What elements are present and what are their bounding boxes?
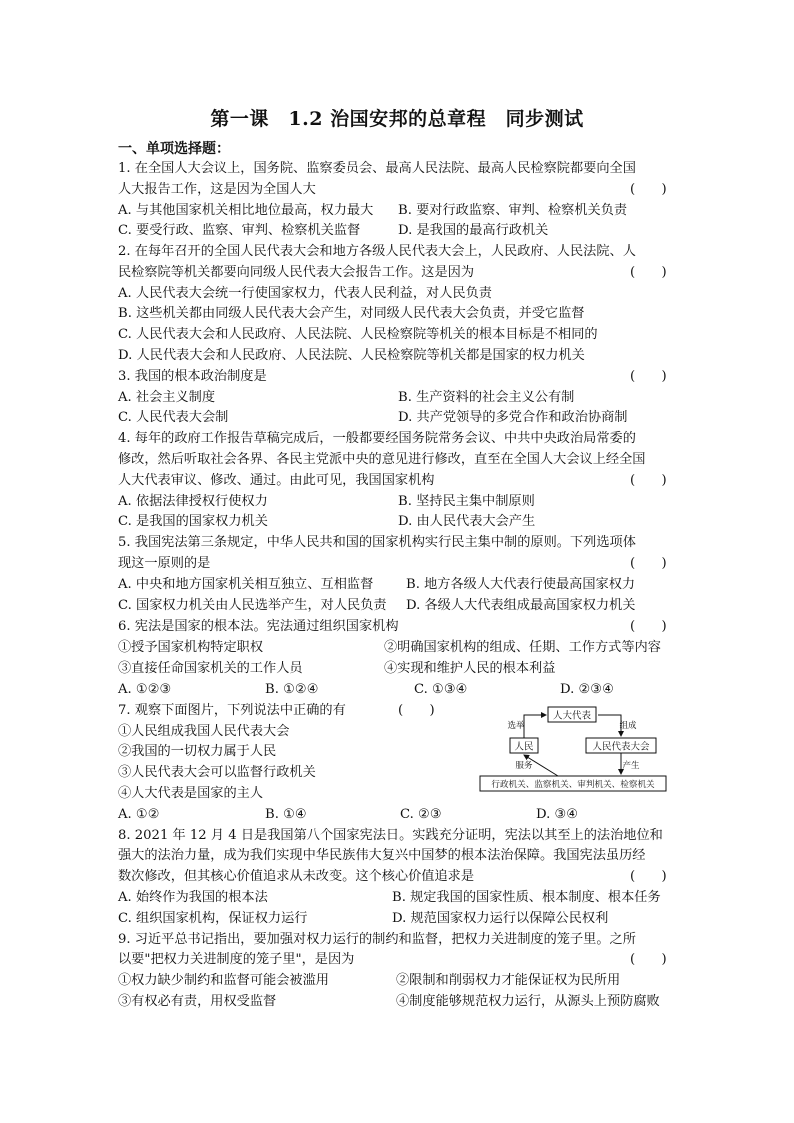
q8-stem-line2: 强大的法治力量，成为我们实现中华民族伟大复兴中国梦的根本法治保障。我国宪法虽历经 — [118, 848, 646, 863]
q1-option-b: B. 要对行政监察、审判、检察机关负责 — [398, 203, 628, 218]
q3-option-a: A. 社会主义制度 — [118, 390, 216, 405]
q7-option-a: A. ①② — [118, 807, 160, 822]
q1-answer-blank: ( ) — [630, 182, 667, 197]
q5-option-c: C. 国家权力机关由人民选举产生，对人民负责 — [118, 598, 387, 613]
q9-stem-line1: 9. 习近平总书记指出，要加强对权力运行的制约和监督，把权力关进制度的笼子里。之所 — [118, 932, 636, 947]
q4-option-b: B. 坚持民主集中制原则 — [398, 494, 535, 509]
q1-option-c: C. 要受行政、监察、审判、检察机关监督 — [118, 223, 361, 238]
q2-option-d: D. 人民代表大会和人民政府、人民法院、人民检察院等机关都是国家的权力机关 — [118, 348, 585, 363]
q6-stem-line1: 6. 宪法是国家的根本法。宪法通过组织国家机构 — [118, 619, 399, 634]
q8-stem-line3: 数次修改，但其核心价值追求从未改变。这个核心价值追求是 — [118, 869, 475, 884]
q8-option-d: D. 规范国家权力运行以保障公民权利 — [392, 911, 609, 926]
q4-stem-line2: 修改，然后听取社会各界、各民主党派中央的意见进行修改，直至在全国人大会议上经全国 — [118, 452, 646, 467]
q9-stem-line2: 以要"把权力关进制度的笼子里"，是因为 — [118, 952, 355, 967]
q7-item-3: ③人民代表大会可以监督行政机关 — [118, 765, 316, 780]
q3-stem-line1: 3. 我国的根本政治制度是 — [118, 369, 267, 384]
q8-stem-line1: 8. 2021 年 12 月 4 日是我国第八个国家宪法日。实践充分证明，宪法以其至上的法治地位和 — [118, 828, 663, 843]
q6-item-3: ③直接任命国家机关的工作人员 — [118, 661, 303, 676]
q9-item-2: ②限制和削弱权力才能保证权为民所用 — [396, 973, 621, 988]
q8-option-c: C. 组织国家机构，保证权力运行 — [118, 911, 308, 926]
q7-option-d: D. ③④ — [536, 807, 579, 822]
q7-item-2: ②我国的一切权力属于人民 — [118, 744, 277, 759]
q9-item-1: ①权力缺少制约和监督可能会被滥用 — [118, 973, 329, 988]
q3-option-b: B. 生产资料的社会主义公有制 — [398, 390, 575, 405]
q4-stem-line1: 4. 每年的政府工作报告草稿完成后，一般都要经国务院常务会议、中共中央政治局常委的 — [118, 431, 636, 446]
q7-stem-line1: 7. 观察下面图片，下列说法中正确的有 — [118, 703, 346, 718]
q6-item-1: ①授予国家机构特定职权 — [118, 640, 264, 655]
q6-option-d: D. ②③④ — [560, 682, 614, 697]
q7-answer-blank: ( ) — [398, 703, 435, 718]
q6-option-c: C. ①③④ — [414, 682, 468, 697]
q1-option-a: A. 与其他国家机关相比地位最高，权力最大 — [118, 203, 374, 218]
arrow-form — [598, 715, 621, 736]
q3-answer-blank: ( ) — [630, 369, 667, 384]
q8-answer-blank: ( ) — [630, 869, 667, 884]
q5-option-a: A. 中央和地方国家机关相互独立、互相监督 — [118, 577, 374, 592]
q7-item-4: ④人大代表是国家的主人 — [118, 786, 264, 801]
q5-stem-line1: 5. 我国宪法第三条规定，中华人民共和国的国家机构实行民主集中制的原则。下列选项体 — [118, 535, 636, 550]
q3-option-d: D. 共产党领导的多党合作和政治协商制 — [398, 410, 628, 425]
q1-option-d: D. 是我国的最高行政机关 — [398, 223, 549, 238]
diagram-text-people: 人民 — [514, 741, 534, 753]
q5-answer-blank: ( ) — [630, 556, 667, 571]
q2-stem-line1: 2. 在每年召开的全国人民代表大会和地方各级人民代表大会上，人民政府、人民法院、人 — [118, 244, 636, 259]
diagram-text-congress: 人民代表大会 — [592, 741, 650, 753]
arrow-elect — [524, 715, 546, 738]
q2-option-b: B. 这些机关都由同级人民代表大会产生，对同级人民代表大会负责，并受它监督 — [118, 306, 585, 321]
q2-option-c: C. 人民代表大会和人民政府、人民法院、人民检察院等机关的根本目标是不相同的 — [118, 327, 598, 342]
q7-option-b: B. ①④ — [265, 807, 307, 822]
q7-item-1: ①人民组成我国人民代表大会 — [118, 724, 290, 739]
q5-option-b: B. 地方各级人大代表行使最高国家权力 — [406, 577, 636, 592]
q1-stem-line1: 1. 在全国人大会议上，国务院、监察委员会、最高人民法院、最高人民检察院都要向全国 — [118, 161, 636, 176]
q3-option-c: C. 人民代表大会制 — [118, 410, 229, 425]
q2-answer-blank: ( ) — [630, 265, 667, 280]
q9-item-3: ③有权必有责，用权受监督 — [118, 994, 277, 1009]
q6-option-b: B. ①②④ — [265, 682, 319, 697]
q9-answer-blank: ( ) — [630, 952, 667, 967]
diagram-text-deputies: 人大代表 — [552, 710, 592, 722]
q4-option-c: C. 是我国的国家权力机关 — [118, 514, 268, 529]
section-heading: 一、单项选择题： — [118, 141, 230, 157]
q6-option-a: A. ①②③ — [118, 682, 172, 697]
q6-item-2: ②明确国家机构的组成、任期、工作方式等内容 — [384, 640, 661, 655]
q2-stem-line2: 民检察院等机关都要向同级人民代表大会报告工作。这是因为 — [118, 265, 475, 280]
q8-option-b: B. 规定我国的国家性质、根本制度、根本任务 — [392, 890, 661, 905]
q5-option-d: D. 各级人大代表组成最高国家权力机关 — [406, 598, 636, 613]
q7-option-c: C. ②③ — [400, 807, 442, 822]
q4-answer-blank: ( ) — [630, 473, 667, 488]
diagram-label-serve: 服务 — [515, 761, 533, 771]
diagram-text-organs: 行政机关、监察机关、审判机关、检察机关 — [491, 780, 655, 790]
diagram-label-elect: 选举 — [507, 721, 525, 731]
power-structure-diagram — [478, 704, 668, 796]
q2-option-a: A. 人民代表大会统一行使国家权力，代表人民利益，对人民负责 — [118, 286, 492, 301]
q5-stem-line2: 现这一原则的是 — [118, 556, 211, 571]
q6-answer-blank: ( ) — [630, 619, 667, 634]
diagram-label-form: 组成 — [619, 721, 637, 731]
q6-item-4: ④实现和维护人民的根本利益 — [384, 661, 556, 676]
q4-stem-line3: 人大代表审议、修改、通过。由此可见，我国国家机构 — [118, 473, 435, 488]
q4-option-a: A. 依据法律授权行使权力 — [118, 494, 268, 509]
q9-item-4: ④制度能够规范权力运行，从源头上预防腐败 — [396, 994, 660, 1009]
q1-stem-line2: 人大报告工作，这是因为全国人大 — [118, 182, 316, 197]
page-title: 第一课 1.2 治国安邦的总章程 同步测试 — [210, 108, 584, 130]
q4-option-d: D. 由人民代表大会产生 — [398, 514, 536, 529]
q8-option-a: A. 始终作为我国的根本法 — [118, 890, 268, 905]
diagram-label-produce: 产生 — [622, 761, 640, 771]
